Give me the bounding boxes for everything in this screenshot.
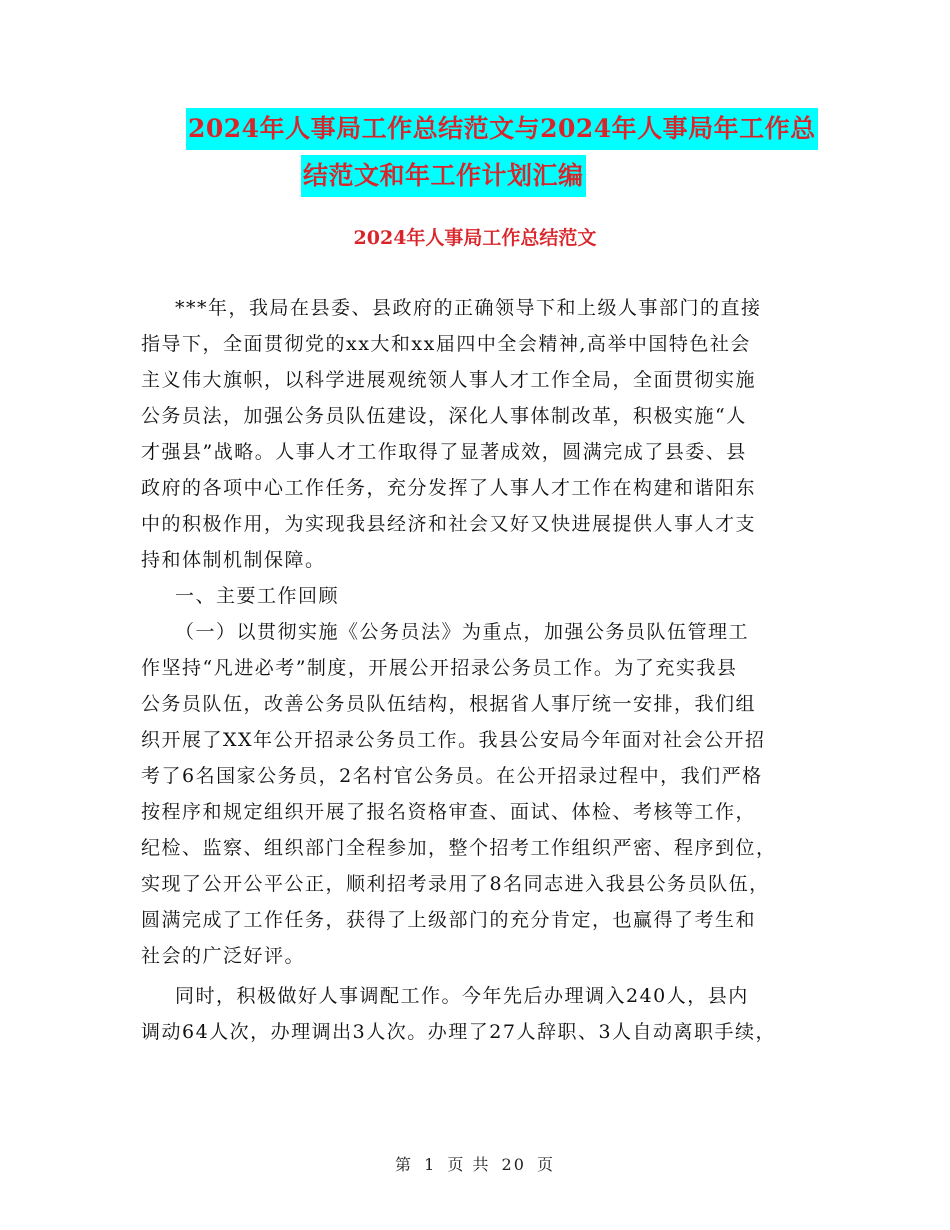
section-title: 2024年人事局工作总结范文 bbox=[353, 227, 597, 249]
paragraph-line: ***年，我局在县委、县政府的正确领导下和上级人事部门的直接 bbox=[175, 297, 762, 319]
footer-suffix: 页 bbox=[537, 1155, 556, 1174]
paragraph-line: 才强县”战略。人事人才工作取得了显著成效，圆满完成了县委、县 bbox=[141, 441, 747, 463]
footer-prefix: 第 bbox=[394, 1155, 413, 1174]
paragraph-line: （一）以贯彻实施《公务员法》为重点，加强公务员队伍管理工 bbox=[175, 621, 750, 643]
footer-middle: 页 共 bbox=[447, 1155, 491, 1174]
paragraph-line: 政府的各项中心工作任务，充分发挥了人事人才工作在构建和谐阳东 bbox=[141, 477, 757, 499]
paragraph-line: 指导下，全面贯彻党的xx大和xx届四中全会精神,高举中国特色社会 bbox=[141, 333, 751, 355]
paragraph-line: 公务员法，加强公务员队伍建设，深化人事体制改革，积极实施“人 bbox=[141, 405, 747, 427]
paragraph-line: 按程序和规定组织开展了报名资格审查、面试、体检、考核等工作， bbox=[141, 801, 757, 823]
paragraph-line: 圆满完成了工作任务，获得了上级部门的充分肯定，也赢得了考生和 bbox=[141, 909, 757, 931]
total-pages: 20 bbox=[501, 1155, 526, 1174]
page-footer bbox=[0, 1150, 950, 1180]
title-line-2: 结范文和年工作计划汇编 bbox=[301, 155, 586, 197]
paragraph-line: 持和体制机制保障。 bbox=[141, 549, 326, 571]
paragraph-line: 公务员队伍，改善公务员队伍结构，根据省人事厅统一安排，我们组 bbox=[141, 693, 757, 715]
title-line-1: 2024年人事局工作总结范文与2024年人事局年工作总 bbox=[186, 108, 818, 150]
paragraph-line: 调动64人次，办理调出3人次。办理了27人辞职、3人自动离职手续， bbox=[141, 1021, 777, 1043]
page-number: 1 bbox=[424, 1155, 437, 1174]
paragraph-line: 同时，积极做好人事调配工作。今年先后办理调入240人，县内 bbox=[175, 985, 749, 1007]
paragraph-line: 中的积极作用，为实现我县经济和社会又好又快进展提供人事人才支 bbox=[141, 513, 757, 535]
paragraph-line: 社会的广泛好评。 bbox=[141, 945, 306, 967]
section-heading: 一、主要工作回顾 bbox=[175, 585, 340, 607]
paragraph-line: 考了6名国家公务员，2名村官公务员。在公开招录过程中，我们严格 bbox=[141, 765, 763, 787]
paragraph-line: 作坚持“凡进必考”制度，开展公开招录公务员工作。为了充实我县 bbox=[141, 657, 738, 679]
paragraph-line: 纪检、监察、组织部门全程参加，整个招考工作组织严密、程序到位， bbox=[141, 837, 777, 859]
paragraph-line: 实现了公开公平公正，顺利招考录用了8名同志进入我县公务员队伍， bbox=[141, 873, 770, 895]
paragraph-line: 织开展了XX年公开招录公务员工作。我县公安局今年面对社会公开招 bbox=[141, 729, 766, 751]
paragraph-line: 主义伟大旗帜，以科学进展观统领人事人才工作全局，全面贯彻实施 bbox=[141, 369, 757, 391]
